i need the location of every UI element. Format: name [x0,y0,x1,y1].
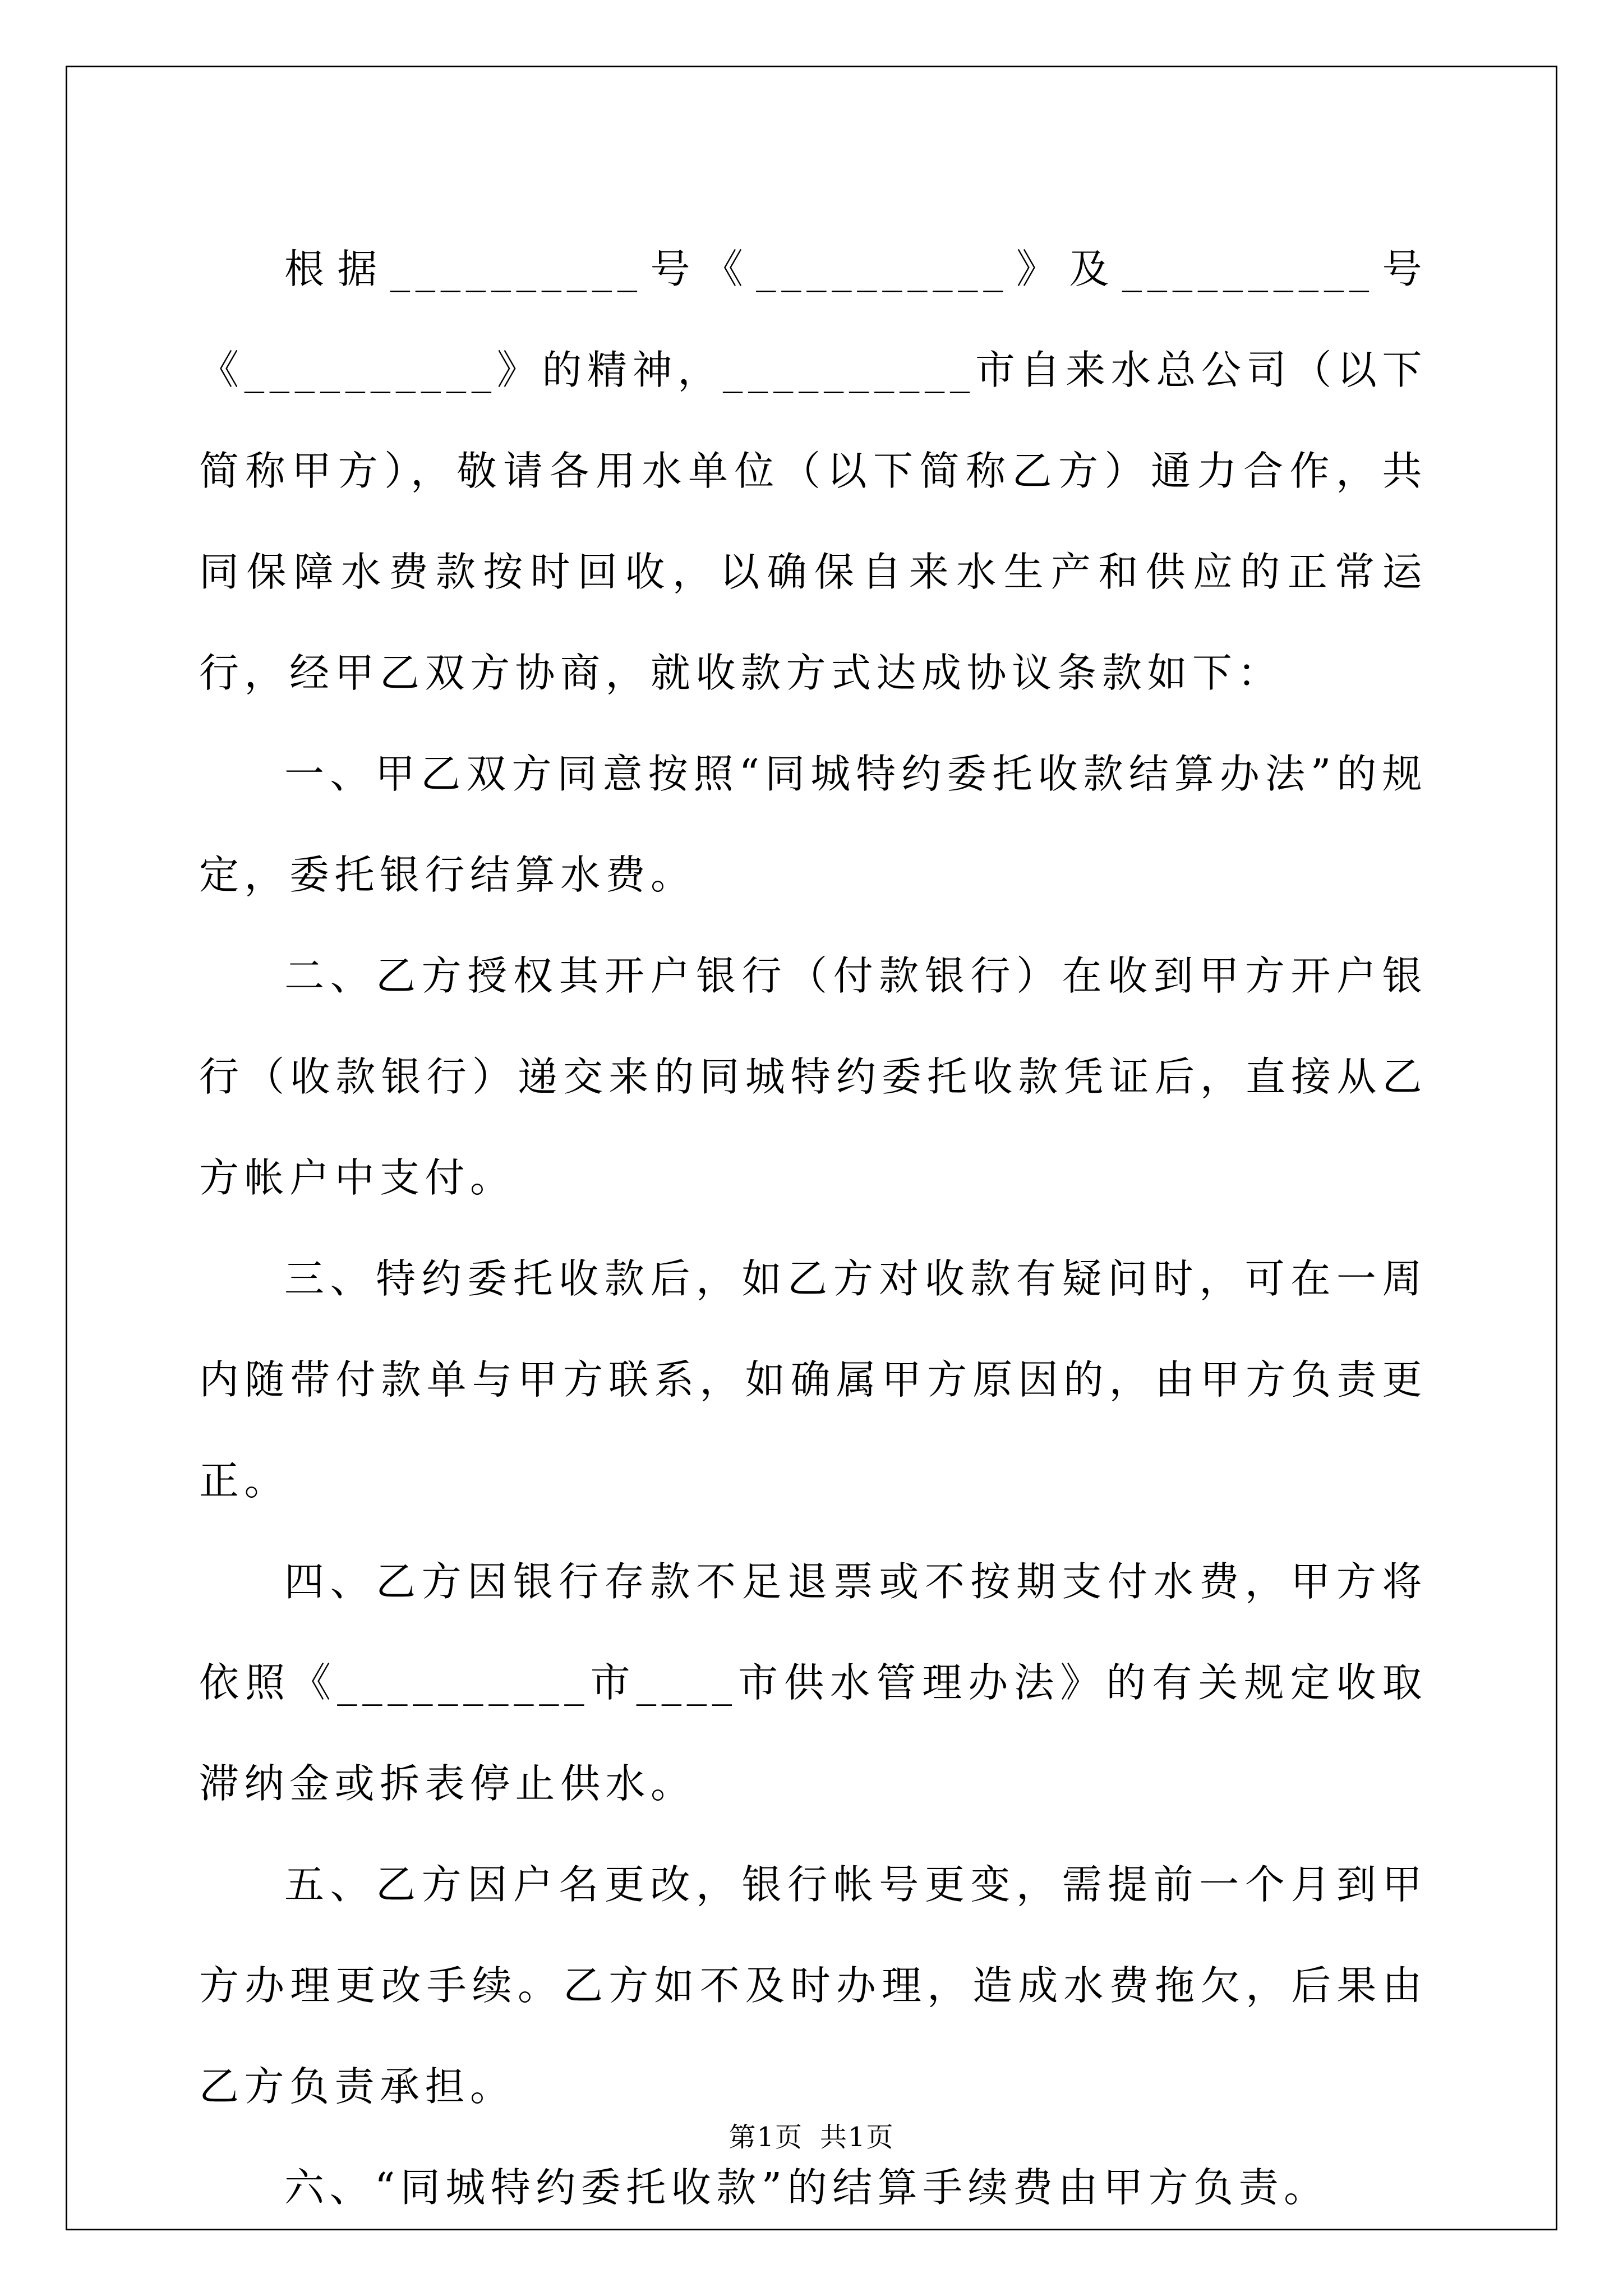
page-number-total: 共1页 [820,2122,895,2153]
paragraph-clause-2: 二、乙方授权其开户银行（付款银行）在收到甲方开户银行（收款银行）递交来的同城特约委托收款凭证后，直接从乙方帐户中支付。 [199,953,1427,1201]
paragraph-clause-3: 三、特约委托收款后，如乙方对收款有疑问时，可在一周内随带付款单与甲方联系，如确属甲方原因的，由甲方负责更正。 [199,1255,1427,1504]
paragraph-clause-5: 五、乙方因户名更改，银行帐号更变，需提前一个月到甲方办理更改手续。乙方如不及时办理，造成水费拖欠，后果由乙方负责承担。 [199,1861,1427,2110]
paragraph-clause-1: 一、甲乙双方同意按照“同城特约委托收款结算办法”的规定，委托银行结算水费。 [199,751,1427,898]
paragraph-clause-6: 六、“同城特约委托收款”的结算手续费由甲方负责。 [284,2164,1329,2211]
paragraph-preamble: 根据__________号《__________》及__________号《__________》的精神，__________市自来水总公司（以下简称甲方），敬请各用水单位（以下简称乙方）通力合作，共同保障水费款按时回收，以确保自来水生产和供应的正常运行，经甲乙双方协商，就收款方式达成协议条款如下： [199,246,1427,696]
paragraph-clause-4: 四、乙方因银行存款不足退票或不按期支付水费，甲方将依照《__________市____市供水管理办法》的有关规定收取滞纳金或拆表停止供水。 [199,1558,1427,1807]
page-number-current: 第1页 [728,2122,803,2153]
page-footer [0,2120,1623,2154]
document-body [199,219,1427,2238]
